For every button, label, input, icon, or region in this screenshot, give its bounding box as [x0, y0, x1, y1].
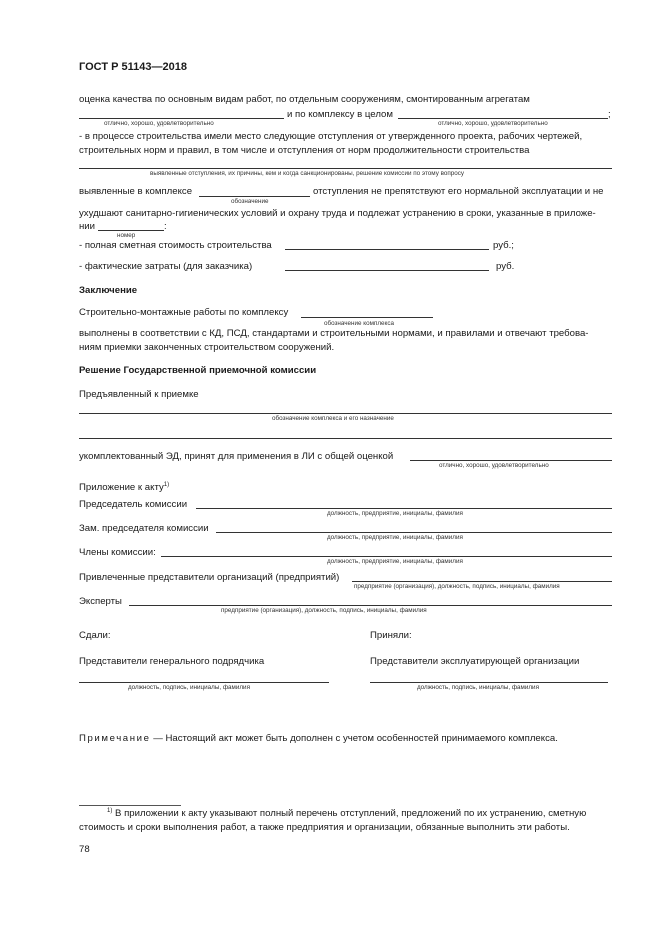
note-label: Примечание	[79, 733, 151, 744]
estimate-label: - полная сметная стоимость строительства	[79, 240, 272, 251]
presented-hint: обозначение комплекса и его назначение	[272, 415, 394, 422]
designation-hint: обозначение	[231, 198, 269, 205]
deputy-field[interactable]	[216, 532, 612, 533]
identified-suffix: отступления не препятствуют его нормальной эксплуатации и не	[313, 186, 604, 197]
experts-field[interactable]	[129, 605, 612, 606]
equipped-hint: отлично, хорошо, удовлетворительно	[439, 462, 549, 469]
experts-hint: предприятие (организация), должность, подпись, инициалы, фамилия	[221, 607, 427, 614]
deviations-hint: выявленные отступления, их причины, кем и когда санкционированы, решение комиссии по этому вопросу	[150, 170, 465, 177]
footnote-line-2: стоимость и сроки выполнения работ, а также предприятия и организации, обязанные выполнить эти работы.	[79, 822, 570, 833]
members-label: Члены комиссии:	[79, 547, 156, 558]
deviations-line-2: строительных норм и правил, в том числе и отступления от норм продолжительности строительства	[79, 145, 530, 156]
footnote-separator	[79, 805, 181, 806]
complex-total-label: и по комплексу в целом	[287, 109, 393, 120]
decision-heading: Решение Государственной приемочной комиссии	[79, 365, 317, 376]
presented-label: Предъявленный к приемке	[79, 389, 199, 400]
complex-total-field[interactable]	[398, 118, 608, 119]
performed-line-2: ниям приемки законченных строительством сооружений.	[79, 342, 335, 353]
deputy-hint: должность, предприятие, инициалы, фамилия	[327, 534, 463, 541]
invited-label: Привлеченные представители организаций (предприятий)	[79, 572, 340, 583]
invited-field[interactable]	[352, 581, 612, 582]
note-text: — Настоящий акт может быть дополнен с учетом особенностей принимаемого комплекса.	[153, 733, 558, 744]
annex-colon: :	[164, 221, 167, 232]
note	[79, 733, 558, 745]
complex-total-hint: отлично, хорошо, удовлетворительно	[438, 120, 548, 127]
conclusion-heading: Заключение	[79, 285, 138, 296]
number-hint: номер	[117, 232, 136, 239]
works-label: Строительно-монтажные работы по комплексу	[79, 307, 289, 318]
operator-signature-hint: должность, подпись, инициалы, фамилия	[417, 684, 539, 691]
actual-field[interactable]	[285, 270, 489, 271]
annex-number-field[interactable]	[98, 230, 164, 231]
members-hint: должность, предприятие, инициалы, фамилия	[327, 558, 463, 565]
operator-reps-label: Представители эксплуатирующей организации	[370, 656, 580, 667]
quality-line: оценка качества по основным видам работ, по отдельным сооружениям, смонтированным агрегатам	[79, 94, 530, 105]
attachment-label	[79, 482, 169, 494]
members-field[interactable]	[161, 556, 612, 557]
deviations-line-1: - в процессе строительства имели место следующие отступления от утвержденного проекта, рабочих чертежей,	[79, 131, 583, 142]
presented-field-2[interactable]	[79, 438, 612, 439]
actual-unit: руб.	[496, 261, 515, 272]
quality-field[interactable]	[79, 118, 284, 119]
handed-over-label: Сдали:	[79, 630, 111, 641]
document-header: ГОСТ Р 51143—2018	[79, 61, 187, 73]
annex-label: нии	[79, 221, 96, 232]
quality-hint: отлично, хорошо, удовлетворительно	[104, 120, 214, 127]
attachment-text: Приложение к акту	[79, 482, 164, 493]
operator-signature-field[interactable]	[370, 682, 608, 683]
works-complex-field[interactable]	[301, 317, 433, 318]
footnote-line-1	[107, 808, 586, 820]
presented-field[interactable]	[79, 413, 612, 414]
sanitary-line: ухудшают санитарно-гигиенических условий и охрану труда и подлежат устранению в сроки, указанные в приложе-	[79, 208, 596, 219]
contractor-signature-field[interactable]	[79, 682, 329, 683]
deputy-label: Зам. председателя комиссии	[79, 523, 209, 534]
footnote-mark: 1)	[107, 807, 113, 814]
contractor-signature-hint: должность, подпись, инициалы, фамилия	[128, 684, 250, 691]
invited-hint: предприятие (организация), должность, подпись, инициалы, фамилия	[354, 583, 560, 590]
identified-field[interactable]	[199, 196, 310, 197]
experts-label: Эксперты	[79, 596, 122, 607]
works-hint: обозначение комплекса	[324, 320, 395, 327]
performed-line-1: выполнены в соответствии с КД, ПСД, стандартами и строительными нормами, и правилами и отвечают требова-	[79, 328, 589, 339]
accepted-label: Приняли:	[370, 630, 412, 641]
footnote-text-1: В приложении к акту указывают полный перечень отступлений, предложений по их устранению, сметную	[115, 808, 587, 819]
footnote-ref: 1)	[163, 481, 170, 488]
estimate-unit: руб.;	[493, 240, 514, 251]
estimate-field[interactable]	[285, 249, 489, 250]
actual-label: - фактические затраты (для заказчика)	[79, 261, 253, 272]
page-number: 78	[79, 844, 90, 855]
semicolon: ;	[608, 109, 611, 120]
chairman-label: Председатель комиссии	[79, 499, 188, 510]
chairman-hint: должность, предприятие, инициалы, фамилия	[327, 510, 463, 517]
equipped-label: укомплектованный ЭД, принят для применения в ЛИ с общей оценкой	[79, 451, 394, 462]
identified-label: выявленные в комплексе	[79, 186, 193, 197]
chairman-field[interactable]	[196, 508, 612, 509]
contractor-reps-label: Представители генерального подрядчика	[79, 656, 265, 667]
equipped-grade-field[interactable]	[410, 460, 612, 461]
deviations-field[interactable]	[79, 168, 612, 169]
